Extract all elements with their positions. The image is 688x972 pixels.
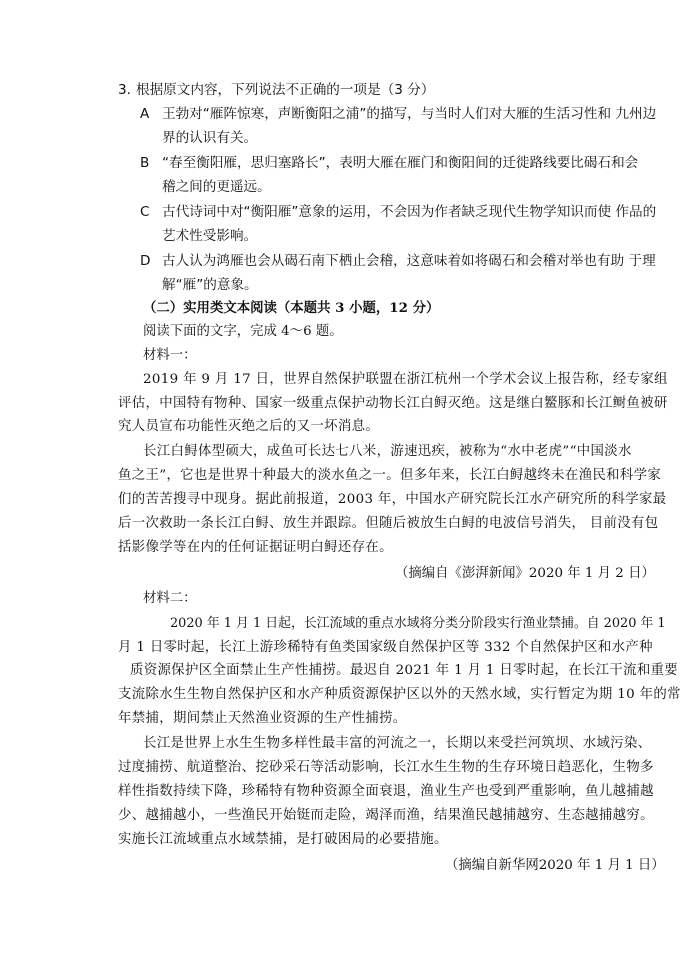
material-1-text-line: 评估，中国特有物种、国家一级重点保护动物长江白鲟灭绝。这是继白鳘豚和长江鲥鱼被研 [118, 396, 668, 411]
material-1-label: 材料一： [143, 348, 197, 363]
question-3-stem [118, 81, 434, 99]
option-d-line-2: 解“雁”的意象。 [162, 277, 258, 293]
option-a-letter: A [140, 106, 150, 122]
material-2-text-line: 长江是世界上水生生物多样性最丰富的河流之一，长期以来受拦河筑坝、水域污染、 [143, 736, 652, 751]
material-1-text-line: 括影像学等在内的任何证据证明白鲟还存在。 [118, 540, 393, 555]
material-2-text-line: 年禁捕，期间禁止天然渔业资源的生产性捕捞。 [118, 711, 407, 726]
option-b-letter: B [140, 155, 150, 171]
material-1-text-line: 鱼之王”，它也是世界十种最大的淡水鱼之一。但多年来，长江白鲟越终未在渔民和科学家 [118, 468, 662, 483]
material-2-text-line: 月 1 日零时起，长江上游珍稀特有鱼类国家级自然保护区等 332 个自然保护区和水产种 [118, 640, 653, 655]
option-c-letter: C [140, 204, 150, 220]
material-2-text-line: 样性指数持续下降，珍稀特有物种资源全面衰退，渔业生产也受到严重影响，鱼儿越捕越 [118, 784, 654, 799]
option-d-line-1: D 古人认为鸿雁也会从碣石南下栖止会稽，这意味着如将碣石和会稽对举也有助 于理 [140, 253, 656, 269]
material-1-source: （摘编自《澎湃新闻》2020 年 1 月 2 日） [395, 566, 655, 581]
material-2-text-line: 质资源保护区全面禁止生产性捕捞。最迟自 2021 年 1 月 1 日零时起，在长江干流和重要 [130, 663, 679, 678]
option-c-line-1: C 古代诗词中对“衡阳雁”意象的运用，不会因为作者缺乏现代生物学知识而使 作品的 [140, 204, 657, 220]
option-a-line-2: 界的认识有关。 [162, 130, 258, 146]
material-2-text-line: 少、越捕越小，一些渔民开始铤而走险，竭泽而渔，结果渔民越捕越穷、生态越捕越穷。 [118, 808, 654, 823]
option-b-line-1: B “春至衡阳雁，思归塞路长”，表明大雁在雁门和衡阳间的迁徙路线要比碣石和会 [140, 155, 639, 171]
material-1-text-line: 究人员宣布功能性灭绝之后的又一坏消息。 [118, 419, 380, 434]
material-2-text-line: 过度捕捞、航道整治、挖砂采石等活动影响，长江水生生物的生存环境日趋恶化，生物多 [118, 760, 654, 775]
option-c-line-2: 艺术性受影响。 [162, 228, 258, 244]
section-instruction: 阅读下面的文字，完成 4～6 题。 [143, 324, 343, 339]
option-d-letter: D [140, 253, 151, 269]
material-1-text-line: 们的苦苦搜寻中现身。据此前报道，2003 年，中国水产研究院长江水产研究所的科学家最 [118, 492, 667, 507]
option-b-line-2: 稽之间的更遥远。 [162, 179, 271, 195]
material-2-label: 材料二： [143, 591, 197, 606]
material-1-text-line: 2019 年 9 月 17 日，世界自然保护联盟在浙江杭州一个学术会议上报告称，经专家组 [143, 372, 668, 387]
material-2-text-line: 2020 年 1 月 1 日起，长江流域的重点水域将分类分阶段实行渔业禁捕。自 2020 年 1 [170, 616, 666, 631]
question-text: 根据原文内容，下列说法不正确的一项是（3 分） [136, 82, 435, 98]
material-1-text-line: 长江白鲟体型硕大，成鱼可长达七八米，游速迅疾，被称为“水中老虎”“中国淡水 [143, 444, 632, 459]
question-number: 3. [118, 82, 131, 98]
option-a-line-1: A 王勃对“雁阵惊寒，声断衡阳之浦”的描写，与当时人们对大雁的生活习性和 九州边 [140, 106, 657, 122]
material-2-source: （摘编自新华网2020 年 1 月 1 日） [445, 858, 665, 873]
material-2-text-line: 支流除水生生物自然保护区和水产种质资源保护区以外的天然水域，实行暂定为期 10 年的常 [118, 687, 681, 702]
material-2-text-line: 实施长江流域重点水域禁捕，是打破困局的必要措施。 [118, 832, 448, 847]
material-1-text-line: 后一次救助一条长江白鲟、放生并跟踪。但随后被放生白鲟的电波信号消失， 目前没有包 [118, 516, 659, 531]
section-heading: （二）实用类文本阅读（本题共 3 小题，12 分） [143, 300, 440, 316]
